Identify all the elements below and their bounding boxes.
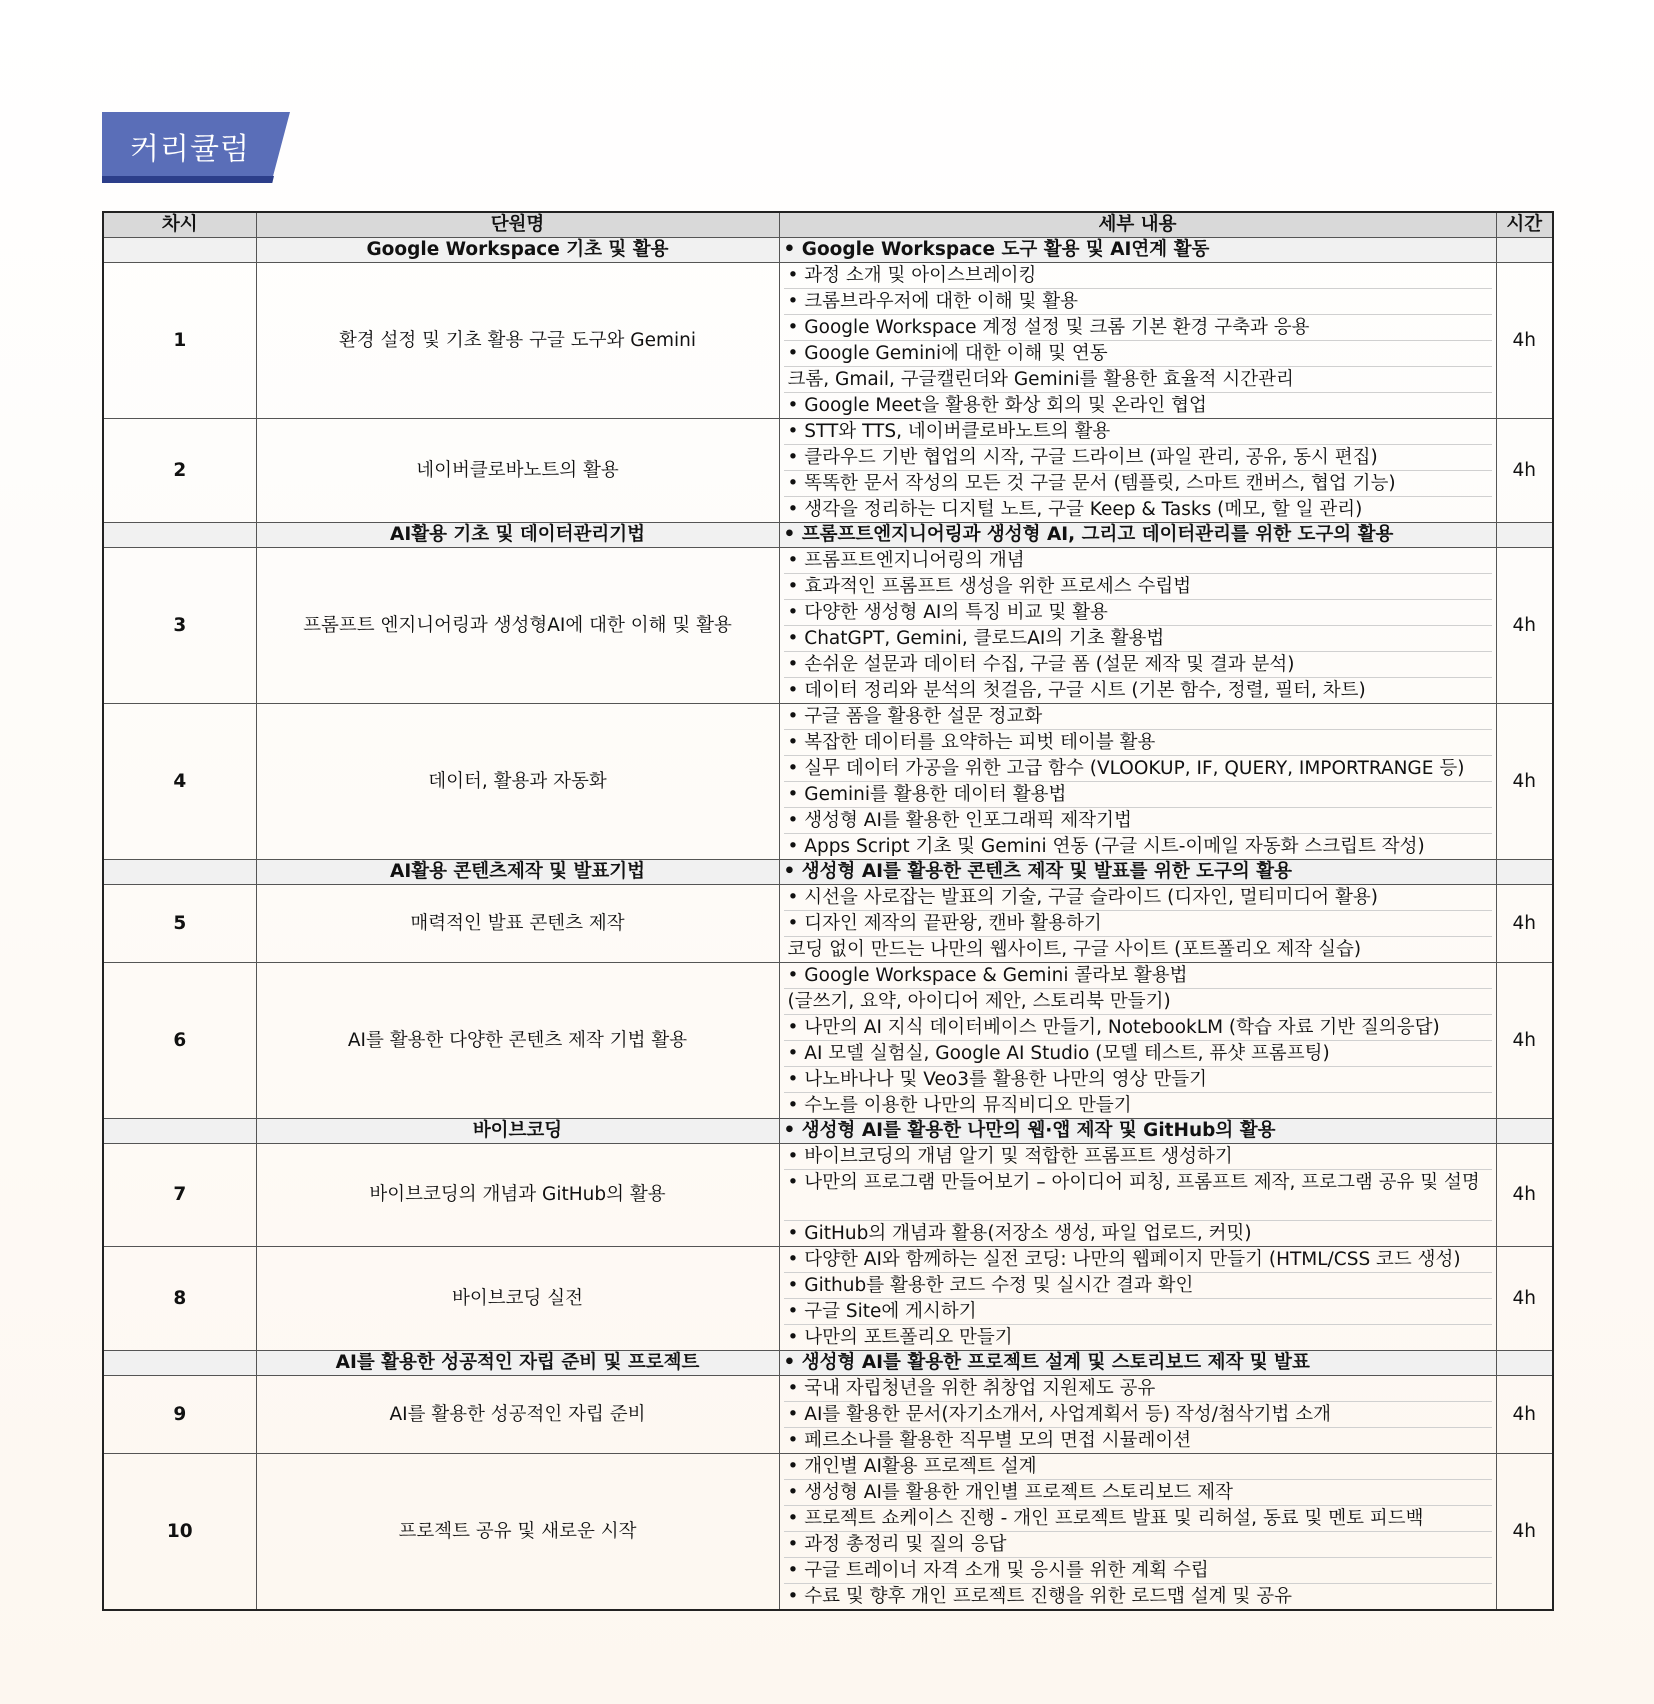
session-details [779, 963, 1496, 1119]
session-details [779, 1454, 1496, 1611]
detail-item: • Apps Script 기초 및 Gemini 연동 (구글 시트-이메일 자동화 스크립트 작성) [787, 836, 1425, 857]
detail-item: • 과정 총정리 및 질의 응답 [784, 1532, 1492, 1558]
session-time: 4h [1496, 963, 1553, 1119]
session-row [103, 1144, 1553, 1247]
detail-item: • 디자인 제작의 끝판왕, 캔바 활용하기 [784, 911, 1492, 937]
section-title: AI활용 콘텐츠제작 및 발표기법 [256, 860, 779, 885]
session-row [103, 1376, 1553, 1454]
curriculum-banner [102, 112, 290, 182]
section-title: 바이브코딩 [256, 1119, 779, 1144]
session-number: 10 [103, 1454, 256, 1611]
session-row [103, 963, 1553, 1119]
detail-item: 크롬, Gmail, 구글캘린더와 Gemini를 활용한 효율적 시간관리 [784, 367, 1492, 393]
session-row [103, 548, 1553, 704]
detail-item: 코딩 없이 만드는 나만의 웹사이트, 구글 사이트 (포트폴리오 제작 실습) [787, 939, 1362, 960]
session-details [779, 1376, 1496, 1454]
session-row [103, 263, 1553, 419]
header-unit: 단원명 [256, 212, 779, 238]
session-unit: 프롬프트 엔지니어링과 생성형AI에 대한 이해 및 활용 [256, 548, 779, 704]
table-header-row [103, 212, 1553, 238]
session-number: 7 [103, 1144, 256, 1247]
detail-item: • 크롬브라우저에 대한 이해 및 활용 [784, 289, 1492, 315]
session-details [779, 419, 1496, 523]
detail-item: • 바이브코딩의 개념 알기 및 적합한 프롬프트 생성하기 [784, 1144, 1492, 1170]
section-time-empty [1496, 523, 1553, 548]
session-time: 4h [1496, 263, 1553, 419]
header-session: 차시 [103, 212, 256, 238]
section-time-empty [1496, 860, 1553, 885]
session-row [103, 885, 1553, 963]
session-number: 1 [103, 263, 256, 419]
session-unit: 프로젝트 공유 및 새로운 시작 [256, 1454, 779, 1611]
banner-title: 커리큘럼 [130, 132, 250, 167]
section-time-empty [1496, 238, 1553, 263]
section-summary: • Google Workspace 도구 활용 및 AI연계 활동 [779, 238, 1496, 263]
detail-item: (글쓰기, 요약, 아이디어 제안, 스토리북 만들기) [784, 989, 1492, 1015]
detail-item: • 국내 자립청년을 위한 취창업 지원제도 공유 [784, 1376, 1492, 1402]
detail-item: • 수노를 이용한 나만의 뮤직비디오 만들기 [787, 1095, 1132, 1116]
curriculum-table [102, 211, 1554, 1611]
session-time: 4h [1496, 1247, 1553, 1351]
session-number: 3 [103, 548, 256, 704]
detail-item: • 프로젝트 쇼케이스 진행 - 개인 프로젝트 발표 및 리허설, 동료 및 멘토 피드백 [784, 1506, 1492, 1532]
section-row [103, 1119, 1553, 1144]
detail-item: • 페르소나를 활용한 직무별 모의 면접 시뮬레이션 [787, 1430, 1192, 1451]
section-summary: • 생성형 AI를 활용한 나만의 웹·앱 제작 및 GitHub의 활용 [779, 1119, 1496, 1144]
session-details [779, 1247, 1496, 1351]
detail-item: • 나만의 프로그램 만들어보기 – 아이디어 피칭, 프롬프트 제작, 프로그램 공유 및 설명 [784, 1170, 1492, 1221]
session-number: 6 [103, 963, 256, 1119]
detail-item: • 과정 소개 및 아이스브레이킹 [784, 263, 1492, 289]
session-number: 9 [103, 1376, 256, 1454]
section-summary: • 프롬프트엔지니어링과 생성형 AI, 그리고 데이터관리를 위한 도구의 활용 [779, 523, 1496, 548]
section-time-empty [1496, 1351, 1553, 1376]
session-unit: 바이브코딩의 개념과 GitHub의 활용 [256, 1144, 779, 1247]
detail-item: • Google Meet을 활용한 화상 회의 및 온라인 협업 [787, 395, 1207, 416]
section-empty-cell [103, 860, 256, 885]
detail-item: • 나노바나나 및 Veo3를 활용한 나만의 영상 만들기 [784, 1067, 1492, 1093]
section-summary: • 생성형 AI를 활용한 콘텐츠 제작 및 발표를 위한 도구의 활용 [779, 860, 1496, 885]
detail-item: • GitHub의 개념과 활용(저장소 생성, 파일 업로드, 커밋) [787, 1223, 1252, 1244]
detail-item: • 복잡한 데이터를 요약하는 피벗 테이블 활용 [784, 730, 1492, 756]
detail-item: • 시선을 사로잡는 발표의 기술, 구글 슬라이드 (디자인, 멀티미디어 활용) [784, 885, 1492, 911]
detail-item: • 다양한 생성형 AI의 특징 비교 및 활용 [784, 600, 1492, 626]
session-unit: 매력적인 발표 콘텐츠 제작 [256, 885, 779, 963]
detail-item: • 클라우드 기반 협업의 시작, 구글 드라이브 (파일 관리, 공유, 동시 편집) [784, 445, 1492, 471]
detail-item: • 개인별 AI활용 프로젝트 설계 [784, 1454, 1492, 1480]
detail-item: • 데이터 정리와 분석의 첫걸음, 구글 시트 (기본 함수, 정렬, 필터, 차트) [787, 680, 1366, 701]
header-time: 시간 [1496, 212, 1553, 238]
detail-item: • AI 모델 실험실, Google AI Studio (모델 테스트, 퓨샷 프롬프팅) [784, 1041, 1492, 1067]
detail-item: • 생성형 AI를 활용한 개인별 프로젝트 스토리보드 제작 [784, 1480, 1492, 1506]
session-number: 2 [103, 419, 256, 523]
detail-item: • Google Workspace 계정 설정 및 크롬 기본 환경 구축과 응용 [784, 315, 1492, 341]
detail-item: • 손쉬운 설문과 데이터 수집, 구글 폼 (설문 제작 및 결과 분석) [784, 652, 1492, 678]
session-details [779, 1144, 1496, 1247]
session-details [779, 263, 1496, 419]
session-unit: 네이버클로바노트의 활용 [256, 419, 779, 523]
detail-item: • 수료 및 향후 개인 프로젝트 진행을 위한 로드맵 설계 및 공유 [787, 1586, 1293, 1607]
section-empty-cell [103, 1351, 256, 1376]
detail-item: • 실무 데이터 가공을 위한 고급 함수 (VLOOKUP, IF, QUERY, IMPORTRANGE 등) [784, 756, 1492, 782]
banner-underline [102, 176, 274, 183]
section-time-empty [1496, 1119, 1553, 1144]
session-row [103, 704, 1553, 860]
session-details [779, 885, 1496, 963]
detail-item: • Gemini를 활용한 데이터 활용법 [784, 782, 1492, 808]
session-unit: AI를 활용한 성공적인 자립 준비 [256, 1376, 779, 1454]
detail-item: • 구글 Site에 게시하기 [784, 1299, 1492, 1325]
detail-item: • 다양한 AI와 함께하는 실전 코딩: 나만의 웹페이지 만들기 (HTML/CSS 코드 생성) [784, 1247, 1492, 1273]
session-row [103, 419, 1553, 523]
session-unit: 바이브코딩 실전 [256, 1247, 779, 1351]
section-title: Google Workspace 기초 및 활용 [256, 238, 779, 263]
session-time: 4h [1496, 704, 1553, 860]
section-row [103, 523, 1553, 548]
section-row [103, 1351, 1553, 1376]
session-time: 4h [1496, 885, 1553, 963]
session-time: 4h [1496, 1376, 1553, 1454]
session-unit: 데이터, 활용과 자동화 [256, 704, 779, 860]
session-time: 4h [1496, 1144, 1553, 1247]
detail-item: • Github를 활용한 코드 수정 및 실시간 결과 확인 [784, 1273, 1492, 1299]
section-row [103, 238, 1553, 263]
detail-item: • STT와 TTS, 네이버클로바노트의 활용 [784, 419, 1492, 445]
session-time: 4h [1496, 419, 1553, 523]
section-empty-cell [103, 238, 256, 263]
session-unit: 환경 설정 및 기초 활용 구글 도구와 Gemini [256, 263, 779, 419]
section-title: AI활용 기초 및 데이터관리기법 [256, 523, 779, 548]
session-number: 5 [103, 885, 256, 963]
detail-item: • 프롬프트엔지니어링의 개념 [784, 548, 1492, 574]
session-row [103, 1454, 1553, 1611]
section-empty-cell [103, 523, 256, 548]
section-summary: • 생성형 AI를 활용한 프로젝트 설계 및 스토리보드 제작 및 발표 [779, 1351, 1496, 1376]
session-time: 4h [1496, 548, 1553, 704]
detail-item: • 생성형 AI를 활용한 인포그래픽 제작기법 [784, 808, 1492, 834]
detail-item: • ChatGPT, Gemini, 클로드AI의 기초 활용법 [784, 626, 1492, 652]
detail-item: • Google Gemini에 대한 이해 및 연동 [784, 341, 1492, 367]
detail-item: • AI를 활용한 문서(자기소개서, 사업계획서 등) 작성/첨삭기법 소개 [784, 1402, 1492, 1428]
section-empty-cell [103, 1119, 256, 1144]
detail-item: • 나만의 포트폴리오 만들기 [787, 1327, 1013, 1348]
detail-item: • 구글 폼을 활용한 설문 정교화 [784, 704, 1492, 730]
session-number: 4 [103, 704, 256, 860]
detail-item: • 나만의 AI 지식 데이터베이스 만들기, NotebookLM (학습 자료 기반 질의응답) [784, 1015, 1492, 1041]
detail-item: • Google Workspace & Gemini 콜라보 활용법 [784, 963, 1492, 989]
detail-item: • 생각을 정리하는 디지털 노트, 구글 Keep & Tasks (메모, 할 일 관리) [787, 499, 1363, 520]
section-title: AI를 활용한 성공적인 자립 준비 및 프로젝트 [256, 1351, 779, 1376]
session-number: 8 [103, 1247, 256, 1351]
session-unit: AI를 활용한 다양한 콘텐츠 제작 기법 활용 [256, 963, 779, 1119]
detail-item: • 구글 트레이너 자격 소개 및 응시를 위한 계획 수립 [784, 1558, 1492, 1584]
section-row [103, 860, 1553, 885]
session-time: 4h [1496, 1454, 1553, 1611]
session-details [779, 548, 1496, 704]
detail-item: • 효과적인 프롬프트 생성을 위한 프로세스 수립법 [784, 574, 1492, 600]
header-detail: 세부 내용 [779, 212, 1496, 238]
session-details [779, 704, 1496, 860]
session-row [103, 1247, 1553, 1351]
detail-item: • 똑똑한 문서 작성의 모든 것 구글 문서 (템플릿, 스마트 캔버스, 협업 기능) [784, 471, 1492, 497]
